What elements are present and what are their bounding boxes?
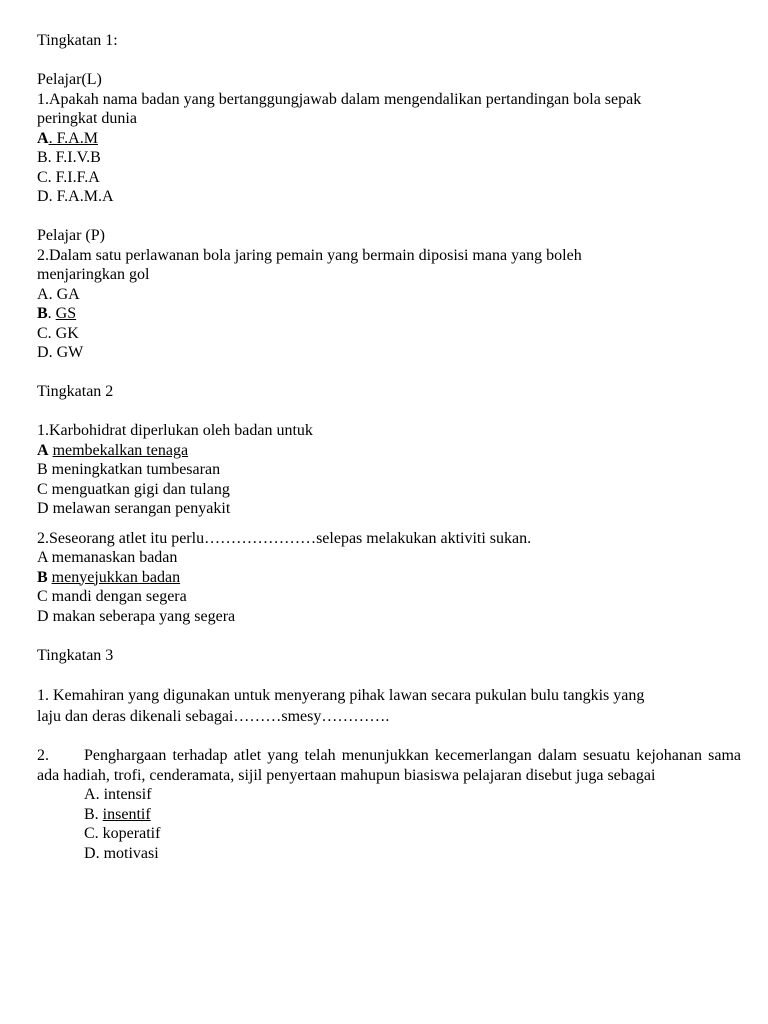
option-text: makan seberapa yang segera [52,607,236,625]
question-text: 2.Seseorang atlet itu perlu…………………selepas melakukan aktiviti sukan. [37,529,532,547]
option-text: memanaskan badan [51,549,178,566]
option-text-answer: menyejukkan badan [51,568,181,586]
option-letter: A [37,285,49,303]
form2-question2 [37,529,741,627]
question-text-cont: laju dan deras dikenali sebagai………smesy…………. [37,707,390,725]
option-letter: B [37,568,48,586]
option-letter: C [84,825,95,842]
question-body: Penghargaan terhadap atlet yang telah menunjukkan kecemerlangan dalam sesuatu kejohanan sama ada hadiah, trofi, cenderamata, sijil penyertaan mahupun biasiswa pelajaran disebut juga sebagai [37,747,741,784]
option-a [37,548,741,568]
form3-heading: Tingkatan 3 [37,646,114,664]
form3-question2 [37,746,741,863]
option-text-answer: membekalkan tenaga [52,441,189,459]
option-letter: B [37,149,48,166]
options-list [37,129,741,207]
option-separator: . [95,786,104,803]
option-b [37,568,741,588]
option-text: GA [56,285,80,303]
option-d [84,844,741,864]
options-list [37,285,741,363]
option-d [37,499,741,519]
option-a [37,441,741,461]
form2-heading: Tingkatan 2 [37,383,114,400]
option-letter: D [37,500,49,517]
option-letter: A [84,786,96,803]
option-letter: A [37,129,49,147]
question-text: 1.Karbohidrat diperlukan oleh badan untuk [37,422,313,439]
option-letter: D [84,844,96,862]
option-text: motivasi [103,844,159,862]
option-c [37,587,741,607]
option-text: koperatif [102,825,161,842]
option-c [37,168,741,188]
worksheet [37,31,741,863]
option-separator: . [47,305,56,322]
option-a [37,285,741,305]
option-letter: B [37,461,48,478]
option-d [37,607,741,627]
option-separator: . [94,825,103,842]
question-text: 1.Apakah nama badan yang bertanggungjawab dalam mengendalikan pertandingan bola sepak [37,90,642,108]
question-text-cont: peringkat dunia [37,110,137,127]
option-text: intensif [103,786,152,803]
option-d [37,343,741,363]
option-letter: B [37,305,48,322]
question-text-cont: menjaringkan gol [37,266,150,283]
option-separator: . [48,188,57,205]
option-letter: C [37,480,48,498]
option-text-answer: GS [55,305,77,322]
option-letter: C [37,324,48,342]
option-c [84,824,741,844]
option-separator: . [47,324,56,342]
option-separator: . [48,285,57,303]
option-letter: D [37,607,49,625]
option-separator: . [94,805,103,823]
question-text: 1. Kemahiran yang digunakan untuk menyerang pihak lawan secara pukulan bulu tangkis yang [37,686,645,704]
option-c [37,480,741,500]
option-letter: A [37,549,48,566]
options-list [37,548,741,626]
option-separator: . [47,168,56,186]
option-b [37,460,741,480]
option-separator: . [48,129,57,147]
option-letter: B [84,805,95,823]
option-text-answer: insentif [102,805,151,823]
form1-question2 [37,226,741,363]
option-text: F.I.F.A [55,168,100,186]
option-text: GW [56,344,84,361]
option-text: F.I.V.B [55,149,101,166]
option-b [37,148,741,168]
option-text-answer: F.A.M [56,129,98,147]
option-text: menguatkan gigi dan tulang [51,480,230,498]
option-d [37,187,741,207]
form1-heading: Tingkatan 1: [37,32,118,49]
form2-question1 [37,421,741,519]
form1-question1 [37,70,741,207]
option-separator: . [47,149,56,166]
option-a [84,785,741,805]
option-text: F.A.M.A [56,188,114,205]
option-letter: D [37,344,49,361]
option-c [37,324,741,344]
student-label: Pelajar (P) [37,227,105,244]
student-label: Pelajar(L) [37,71,102,88]
option-b [37,304,741,324]
option-letter: C [37,168,48,186]
form3-question1 [37,685,741,727]
question-number: 2. [37,747,49,764]
option-letter: A [37,441,49,459]
option-text: mandi dengan segera [51,588,187,605]
option-a [37,129,741,149]
option-letter: D [37,188,49,205]
option-b [84,805,741,825]
question-text [37,746,741,785]
question-text: 2.Dalam satu perlawanan bola jaring pemain yang bermain diposisi mana yang boleh [37,246,582,264]
option-text: meningkatkan tumbesaran [51,461,221,478]
option-text: GK [55,324,79,342]
option-letter: C [37,588,48,605]
option-text: melawan serangan penyakit [52,500,231,517]
options-list [37,785,741,863]
option-separator: . [95,844,104,862]
option-separator: . [48,344,57,361]
options-list [37,441,741,519]
